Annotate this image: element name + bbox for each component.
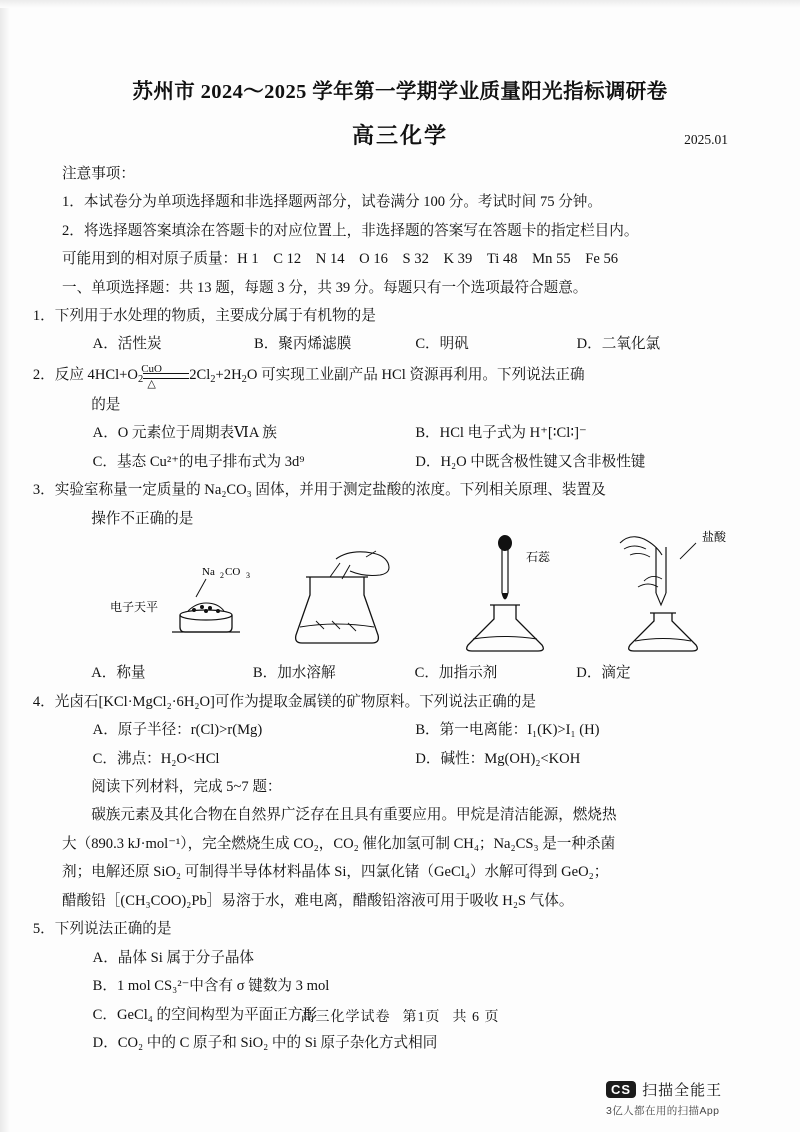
- figure-balance: [110, 553, 260, 653]
- question-1-option-b[interactable]: B．聚丙烯滤膜: [253, 336, 352, 353]
- notice-item-2: 2．将选择题答案填涂在答题卡的对应位置上，非选择题的答案写在答题卡的指定栏目内。: [62, 222, 639, 239]
- question-4-option-c[interactable]: C．沸点：H₂O<HCl: [92, 750, 220, 767]
- reading-lead: 阅读下列材料，完成 5~7 题：: [91, 779, 282, 796]
- question-2-options-row-1: [62, 419, 738, 447]
- reading-line-1: 碳族元素及其化合物在自然界广泛存在且具有重要应用。甲烷是清洁能源，燃烧热: [91, 807, 617, 824]
- question-2-text-post2: +2H: [215, 366, 242, 383]
- svg-text:石蕊: 石蕊: [526, 550, 551, 565]
- atomic-mass-line: 可能用到的相对原子质量：H 1 C 12 N 14 O 16 S 32 K 39 Ti 48 Mn 55 Fe 56: [62, 251, 619, 268]
- svg-text:2: 2: [220, 571, 224, 581]
- question-1-number: 1．: [32, 307, 55, 324]
- question-1-text: 下列用于水处理的物质，主要成分属于有机物的是: [54, 307, 376, 324]
- svg-text:电子天平: 电子天平: [110, 600, 159, 615]
- figure-titration: [600, 525, 770, 657]
- question-3-option-a[interactable]: A．称量: [91, 665, 146, 682]
- heat-symbol: △: [147, 377, 156, 390]
- reaction-arrow: [141, 363, 189, 390]
- question-3-options: [62, 659, 738, 687]
- question-3-option-c[interactable]: C．加指示剂: [414, 665, 498, 682]
- question-3-text-1: 实验室称量一定质量的 Na₂CO₃ 固体，并用于测定盐酸的浓度。下列相关原理、装置及: [54, 482, 606, 499]
- question-2-stem-line2: 的是: [91, 396, 121, 413]
- figure-indicator: [440, 535, 600, 657]
- question-2-options-row-2: [62, 448, 738, 476]
- question-3-stem-line2: 操作不正确的是: [91, 510, 194, 527]
- scanner-watermark: [606, 1079, 776, 1118]
- question-5-option-a[interactable]: A．晶体 Si 属于分子晶体: [92, 949, 255, 966]
- exam-date: 2025.01: [684, 131, 728, 147]
- question-3-option-d[interactable]: D．滴定: [576, 665, 631, 682]
- svg-text:盐酸: 盐酸: [702, 530, 727, 545]
- page-title: 苏州市 2024～2025 学年第一学期学业质量阳光指标调研卷: [132, 81, 668, 103]
- subject-row: [62, 119, 738, 150]
- question-5-option-b[interactable]: B．1 mol CS₃²⁻中含有 σ 键数为 3 mol: [92, 978, 330, 995]
- question-5-text: 下列说法正确的是: [54, 921, 172, 938]
- scan-edge-top: [0, 0, 800, 8]
- document-body: [32, 160, 738, 1058]
- question-2-number: 2．: [32, 366, 55, 383]
- svg-text:Na: Na: [202, 566, 215, 579]
- question-2-sub-1: 2: [137, 373, 144, 385]
- svg-text:3: 3: [246, 571, 250, 581]
- question-1-option-a[interactable]: A．活性炭: [92, 336, 162, 353]
- question-1-option-d[interactable]: D．二氧化氯: [576, 336, 661, 353]
- question-4-option-d[interactable]: D．碱性：Mg(OH)₂<KOH: [415, 750, 581, 767]
- notice-title: 注意事项：: [62, 165, 135, 182]
- question-4-option-a[interactable]: A．原子半径：r(Cl)>r(Mg): [92, 722, 263, 739]
- question-1-options: [62, 330, 738, 358]
- page-footer: [0, 1006, 800, 1026]
- question-4-option-b[interactable]: B．第一电离能：I₁(K)>I₁ (H): [415, 722, 600, 739]
- figure-dissolve: [280, 543, 420, 655]
- question-4-number: 4．: [32, 693, 55, 710]
- question-2-option-d[interactable]: D．H₂O 中既含极性键又含非极性键: [415, 453, 646, 470]
- footer-total-pages: 共 6 页: [452, 1010, 500, 1025]
- section-1-heading: 一、单项选择题：共 13 题，每题 3 分，共 39 分。每题只有一个选项最符合题意。: [62, 279, 588, 296]
- notice-item-1: 1．本试卷分为单项选择题和非选择题两部分，试卷满分 100 分。考试时间 75 分钟。: [62, 194, 602, 211]
- subject-name: 高三化学: [351, 122, 448, 148]
- question-4-text: 光卤石[KCl·MgCl₂·6H₂O]可作为提取金属镁的矿物原料。下列说法正确的是: [54, 693, 536, 710]
- question-3-option-b[interactable]: B．加水溶解: [252, 665, 336, 682]
- question-4-options-row-2: [62, 745, 738, 773]
- question-4-stem: [32, 688, 738, 716]
- question-2-text-pre: 反应 4HCl+O: [54, 366, 138, 383]
- catalyst-label: CuO: [141, 363, 162, 376]
- question-5-option-b-row: [62, 972, 738, 1000]
- question-2-option-b[interactable]: B．HCl 电子式为 H⁺[∶Cl∶]⁻: [415, 425, 587, 442]
- question-2-option-c[interactable]: C．基态 Cu²⁺的电子排布式为 3d⁹: [92, 453, 305, 470]
- footer-subject: 高三化学试卷: [300, 1010, 391, 1025]
- question-3-figures: [62, 530, 738, 657]
- question-2-sub-3: 2: [241, 373, 247, 385]
- question-5-option-a-row: [62, 944, 738, 972]
- question-2-text-post: 2Cl: [189, 366, 211, 383]
- camscanner-logo-icon: CS: [606, 1081, 636, 1098]
- watermark-app-name: 扫描全能王: [642, 1082, 723, 1099]
- question-1-stem: [32, 302, 738, 330]
- question-2-sub-2: 2: [210, 373, 216, 385]
- question-3-stem-line1: [32, 476, 738, 504]
- reading-line-4: 醋酸铅［(CH₃COO)₂Pb］易溶于水，难电离，醋酸铅溶液可用于吸收 H₂S 气体。: [62, 892, 574, 909]
- reading-line-3: 剂；电解还原 SiO₂ 可制得半导体材料晶体 Si，四氯化锗（GeCl₄）水解可得到 GeO₂；: [62, 864, 609, 881]
- question-5-option-d[interactable]: D．CO₂ 中的 C 原子和 SiO₂ 中的 Si 原子杂化方式相同: [92, 1035, 438, 1052]
- question-5-option-d-row: [62, 1029, 738, 1057]
- question-3-number: 3．: [32, 482, 55, 499]
- question-5-option-c[interactable]: C．GeCl₄ 的空间构型为平面正方形: [92, 1006, 318, 1023]
- question-2-option-a[interactable]: A．O 元素位于周期表ⅥA 族: [92, 425, 277, 442]
- question-2-text-post3: O 可实现工业副产品 HCl 资源再利用。下列说法正确: [246, 366, 585, 383]
- question-4-options-row-1: [62, 716, 738, 744]
- question-2-stem: [32, 359, 738, 391]
- question-1-option-c[interactable]: C．明矾: [415, 336, 469, 353]
- watermark-row: [606, 1079, 776, 1100]
- question-5-stem: [32, 915, 738, 943]
- svg-text:CO: CO: [225, 566, 241, 579]
- footer-page: 第1页: [402, 1010, 441, 1025]
- question-5-number: 5．: [32, 921, 55, 938]
- watermark-tagline: 3亿人都在用的扫描App: [606, 1105, 720, 1117]
- reading-line-2: 大（890.3 kJ·mol⁻¹），完全燃烧生成 CO₂，CO₂ 催化加氢可制 CH₄；Na₂CS₃ 是一种杀菌: [62, 835, 616, 852]
- scan-edge-left: [0, 0, 10, 1132]
